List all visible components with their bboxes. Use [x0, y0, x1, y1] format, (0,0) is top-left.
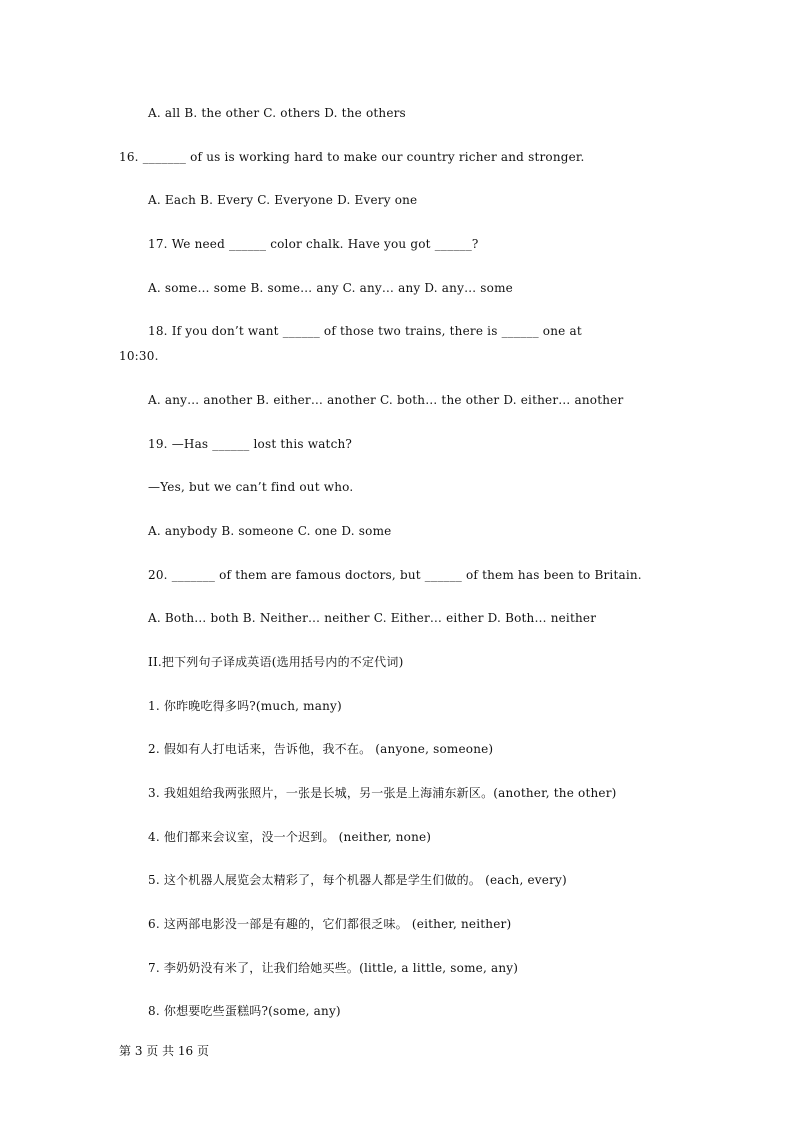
translation-item-5: 5. 这个机器人展览会太精彩了，每个机器人都是学生们做的。 (each, every)	[148, 873, 567, 887]
answer-options-18: A. any… another B. either… another C. both… the other D. either… another	[148, 393, 624, 407]
translation-item-1: 1. 你昨晚吃得多吗?(much, many)	[148, 699, 342, 713]
translation-item-7: 7. 李奶奶没有米了，让我们给她买些。(little, a little, some, any)	[148, 961, 519, 975]
answer-options-16: A. Each B. Every C. Everyone D. Every one	[148, 193, 418, 207]
section-heading-translation: II.把下列句子译成英语(选用括号内的不定代词)	[148, 655, 404, 669]
question-19-reply: —Yes, but we can’t find out who.	[148, 480, 354, 494]
answer-options-19: A. anybody B. someone C. one D. some	[148, 524, 392, 538]
translation-item-2: 2. 假如有人打电话来，告诉他，我不在。 (anyone, someone)	[148, 742, 494, 756]
question-20: 20. _______ of them are famous doctors, but ______ of them has been to Britain.	[148, 568, 642, 582]
answer-options-20: A. Both… both B. Neither… neither C. Either… either D. Both… neither	[148, 611, 597, 625]
translation-item-8: 8. 你想要吃些蛋糕吗?(some, any)	[148, 1004, 341, 1018]
page-number-footer: 第 3 页 共 16 页	[119, 1044, 209, 1058]
translation-item-6: 6. 这两部电影没一部是有趣的，它们都很乏味。 (either, neither)	[148, 917, 512, 931]
question-19: 19. —Has ______ lost this watch?	[148, 437, 353, 451]
answer-options-15: A. all B. the other C. others D. the others	[148, 106, 406, 120]
question-16: 16. _______ of us is working hard to make our country richer and stronger.	[119, 150, 585, 164]
translation-item-3: 3. 我姐姐给我两张照片，一张是长城，另一张是上海浦东新区。(another, the other)	[148, 786, 617, 800]
question-17: 17. We need ______ color chalk. Have you got ______?	[148, 237, 479, 251]
question-18-line-2: 10:30.	[119, 349, 159, 363]
answer-options-17: A. some… some B. some… any C. any… any D. any… some	[148, 281, 513, 295]
translation-item-4: 4. 他们都来会议室，没一个迟到。 (neither, none)	[148, 830, 432, 844]
question-18-line-1: 18. If you don’t want ______ of those two trains, there is ______ one at	[148, 324, 582, 338]
